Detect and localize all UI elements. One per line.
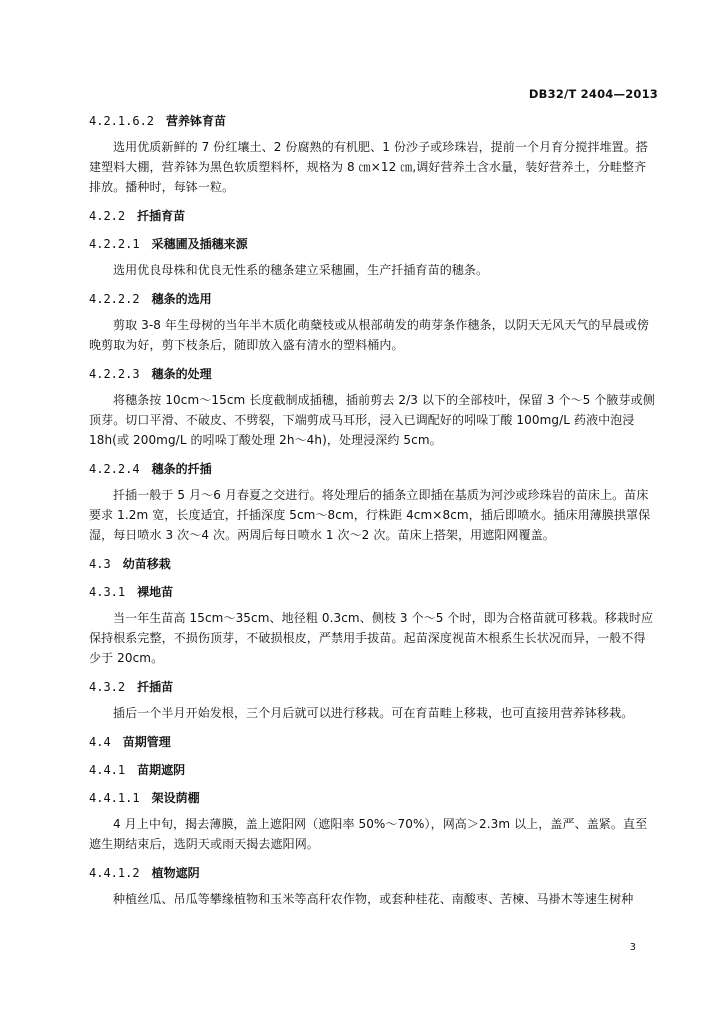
section-number: 4.3.1 — [89, 585, 126, 599]
section-heading — [89, 112, 655, 130]
paragraph: 4 月上中旬，揭去薄膜，盖上遮阳网（遮阳率 50%～70%），网高＞2.3m 以上，盖严、盖紧。直至遮生期结束后，选阴天或雨天揭去遮阳网。 — [89, 817, 648, 851]
section-title: 苗期遮阴 — [137, 763, 186, 777]
section-number: 4.2.2.2 — [89, 292, 140, 306]
section-heading — [89, 207, 655, 225]
section-title: 采穗圃及插穗来源 — [151, 237, 248, 251]
section-heading — [89, 761, 655, 779]
paragraph: 将穗条按 10cm～15cm 长度截制成插穗，插前剪去 2/3 以下的全部枝叶，保留 3 个～5 个腋芽或侧顶芽。切口平滑、不破皮、不劈裂，下端剪成马耳形，浸入已调配好的吲哚丁酸 100mg/L 药液中泡浸 18h(或 200mg/L 的吲哚丁酸处理 2h～4h)，处理浸深约 5cm。 — [89, 393, 655, 447]
section-number: 4.2.2.1 — [89, 237, 140, 251]
paragraph: 剪取 3-8 年生母树的当年半木质化萌蘖枝或从根部萌发的萌芽条作穗条，以阴天无风天气的早晨或傍晚剪取为好，剪下枝条后，随即放入盛有清水的塑料桶内。 — [89, 318, 649, 352]
section-heading — [89, 290, 655, 308]
section-title: 穗条的选用 — [151, 292, 212, 306]
paragraph: 种植丝瓜、吊瓜等攀缘植物和玉米等高秆农作物，或套种桂花、南酸枣、苦楝、马褂木等速生树种 — [113, 892, 634, 906]
spacer — [89, 225, 655, 235]
paragraph: 选用优良母株和优良无性系的穗条建立采穗圃，生产扦插育苗的穗条。 — [113, 263, 489, 277]
paragraph: 当一年生苗高 15cm～35cm、地径粗 0.3cm、侧枝 3 个～5 个时，即为合格苗就可移栽。移栽时应保持根系完整，不损伤顶芽，不破损根皮，严禁用手拔苗。起苗深度视苗木根系生长状况而异，一般不得少于 20cm。 — [89, 611, 654, 665]
document-body — [89, 112, 655, 909]
section-heading — [89, 733, 655, 751]
section-number: 4.4.1.2 — [89, 866, 140, 880]
section-number: 4.2.2 — [89, 209, 126, 223]
section-number: 4.4.1 — [89, 763, 126, 777]
spacer — [89, 545, 655, 555]
section-number: 4.2.1.6.2 — [89, 114, 155, 128]
section-title: 裸地苗 — [137, 585, 174, 599]
spacer — [89, 308, 655, 315]
paragraph: 扦插一般于 5 月～6 月春夏之交进行。将处理后的插条立即插在基质为河沙或珍珠岩的苗床上。苗床要求 1.2m 宽，长度适宜，扦插深度 5cm～8cm，行株距 4cm×8cm，插后即喷水。插床用薄膜拱罩保湿，每日喷水 3 次～4 次。两周后每日喷水 1 次～2 次。苗床上搭架，用遮阳网覆盖。 — [89, 488, 651, 542]
spacer — [89, 601, 655, 608]
section-heading — [89, 583, 655, 601]
section-number: 4.3 — [89, 557, 111, 571]
section-heading — [89, 678, 655, 696]
section-title: 扦插育苗 — [137, 209, 186, 223]
section-heading — [89, 365, 655, 383]
spacer — [89, 197, 655, 207]
spacer — [89, 253, 655, 260]
spacer — [89, 280, 655, 290]
section-heading — [89, 789, 655, 807]
spacer — [89, 450, 655, 460]
section-title: 幼苗移栽 — [122, 557, 171, 571]
section-number: 4.2.2.3 — [89, 367, 140, 381]
spacer — [89, 882, 655, 889]
spacer — [89, 854, 655, 864]
paragraph: 选用优质新鲜的 7 份红壤土、2 份腐熟的有机肥、1 份沙子或珍珠岩，提前一个月育分搅拌堆置。搭建塑料大棚，营养钵为黑色软质塑料杯，规格为 8 ㎝×12 ㎝,调好营养土含水量，装好营养土，分畦整齐排放。播种时，每钵一粒。 — [89, 140, 648, 194]
spacer — [89, 573, 655, 583]
section-title: 植物遮阴 — [151, 866, 200, 880]
page-number: 3 — [629, 942, 636, 953]
spacer — [89, 779, 655, 789]
section-heading — [89, 235, 655, 253]
spacer — [89, 696, 655, 703]
spacer — [89, 807, 655, 814]
spacer — [89, 723, 655, 733]
paragraph: 插后一个半月开始发根，三个月后就可以进行移栽。可在育苗畦上移栽，也可直接用营养钵移栽。 — [113, 706, 634, 720]
spacer — [89, 130, 655, 137]
standard-code-header: DB32/T 2404—2013 — [528, 87, 658, 101]
spacer — [89, 668, 655, 678]
section-number: 4.2.2.4 — [89, 462, 140, 476]
section-title: 营养钵育苗 — [166, 114, 227, 128]
spacer — [89, 751, 655, 761]
section-title: 穗条的扦插 — [151, 462, 212, 476]
section-number: 4.4.1.1 — [89, 791, 140, 805]
section-title: 穗条的处理 — [151, 367, 212, 381]
spacer — [89, 478, 655, 485]
section-number: 4.4 — [89, 735, 111, 749]
section-heading — [89, 864, 655, 882]
section-title: 架设荫棚 — [151, 791, 200, 805]
section-title: 苗期管理 — [122, 735, 171, 749]
section-title: 扦插苗 — [137, 680, 174, 694]
section-number: 4.3.2 — [89, 680, 126, 694]
section-heading — [89, 555, 655, 573]
spacer — [89, 355, 655, 365]
section-heading — [89, 460, 655, 478]
spacer — [89, 383, 655, 390]
